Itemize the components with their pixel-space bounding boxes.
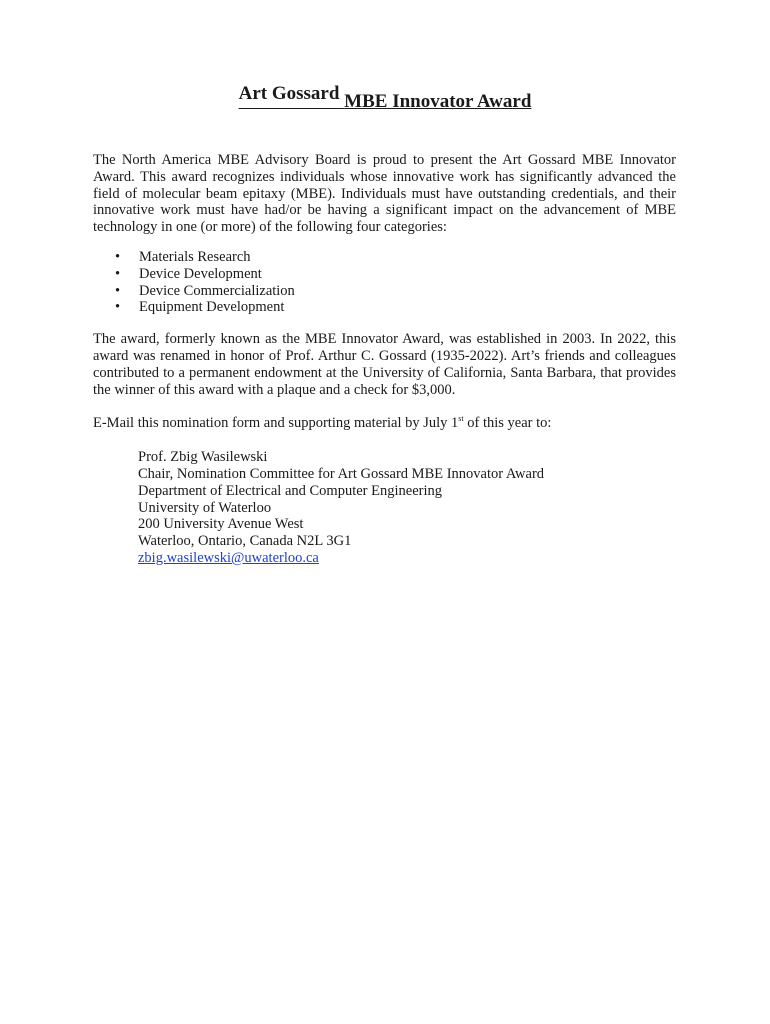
category-label: Equipment Development [139, 299, 285, 316]
list-item [93, 249, 676, 266]
document-body [93, 152, 676, 567]
address-block [138, 449, 676, 567]
title-underlined [238, 83, 532, 112]
recipient-city: Waterloo, Ontario, Canada N2L 3G1 [138, 533, 352, 550]
list-item [93, 266, 676, 283]
date-suffix: st [458, 414, 464, 424]
title-part-award: MBE Innovator Award [344, 91, 532, 112]
recipient-department: Department of Electrical and Computer Engineering [138, 482, 442, 499]
bullet-icon: • [115, 265, 121, 282]
page-title [0, 83, 770, 112]
recipient-name: Prof. Zbig Wasilewski [138, 449, 268, 466]
categories-list [93, 249, 676, 316]
bullet-icon: • [115, 282, 121, 299]
email-instruction-text: E-Mail this nomination form and supporting material by July 1 [93, 415, 459, 432]
email-link[interactable]: zbig.wasilewski@uwaterloo.ca [138, 549, 319, 566]
email-instruction-tail: of this year to: [463, 415, 552, 432]
recipient-email-line [138, 550, 676, 567]
recipient-role: Chair, Nomination Committee for Art Gossard MBE Innovator Award [138, 465, 545, 482]
intro-paragraph: The North America MBE Advisory Board is proud to present the Art Gossard MBE Innovator Award. This award recognizes individuals whose innovative work has significantly advanced the field of molecular beam epitaxy (MBE). Individuals must have outstanding credentials, and their innovative work must have had/or be having a significant impact on the advancement of MBE technology in one (or more) of the following four categories: [93, 152, 676, 236]
title-part-name: Art Gossard [238, 83, 340, 104]
category-label: Device Development [139, 265, 262, 282]
email-instruction [93, 415, 676, 432]
recipient-street: 200 University Avenue West [138, 516, 304, 533]
category-label: Materials Research [139, 248, 251, 265]
bullet-icon: • [115, 248, 121, 265]
category-label: Device Commercialization [139, 282, 295, 299]
list-item [93, 299, 676, 316]
list-item [93, 283, 676, 300]
bullet-icon: • [115, 299, 121, 316]
recipient-university: University of Waterloo [138, 499, 272, 516]
history-paragraph: The award, formerly known as the MBE Innovator Award, was established in 2003. In 2022, this award was renamed in honor of Prof. Arthur C. Gossard (1935-2022). Art’s friends and colleagues contributed to a permanent endowment at the University of California, Santa Barbara, that provides the winner of this award with a plaque and a check for $3,000. [93, 331, 676, 398]
